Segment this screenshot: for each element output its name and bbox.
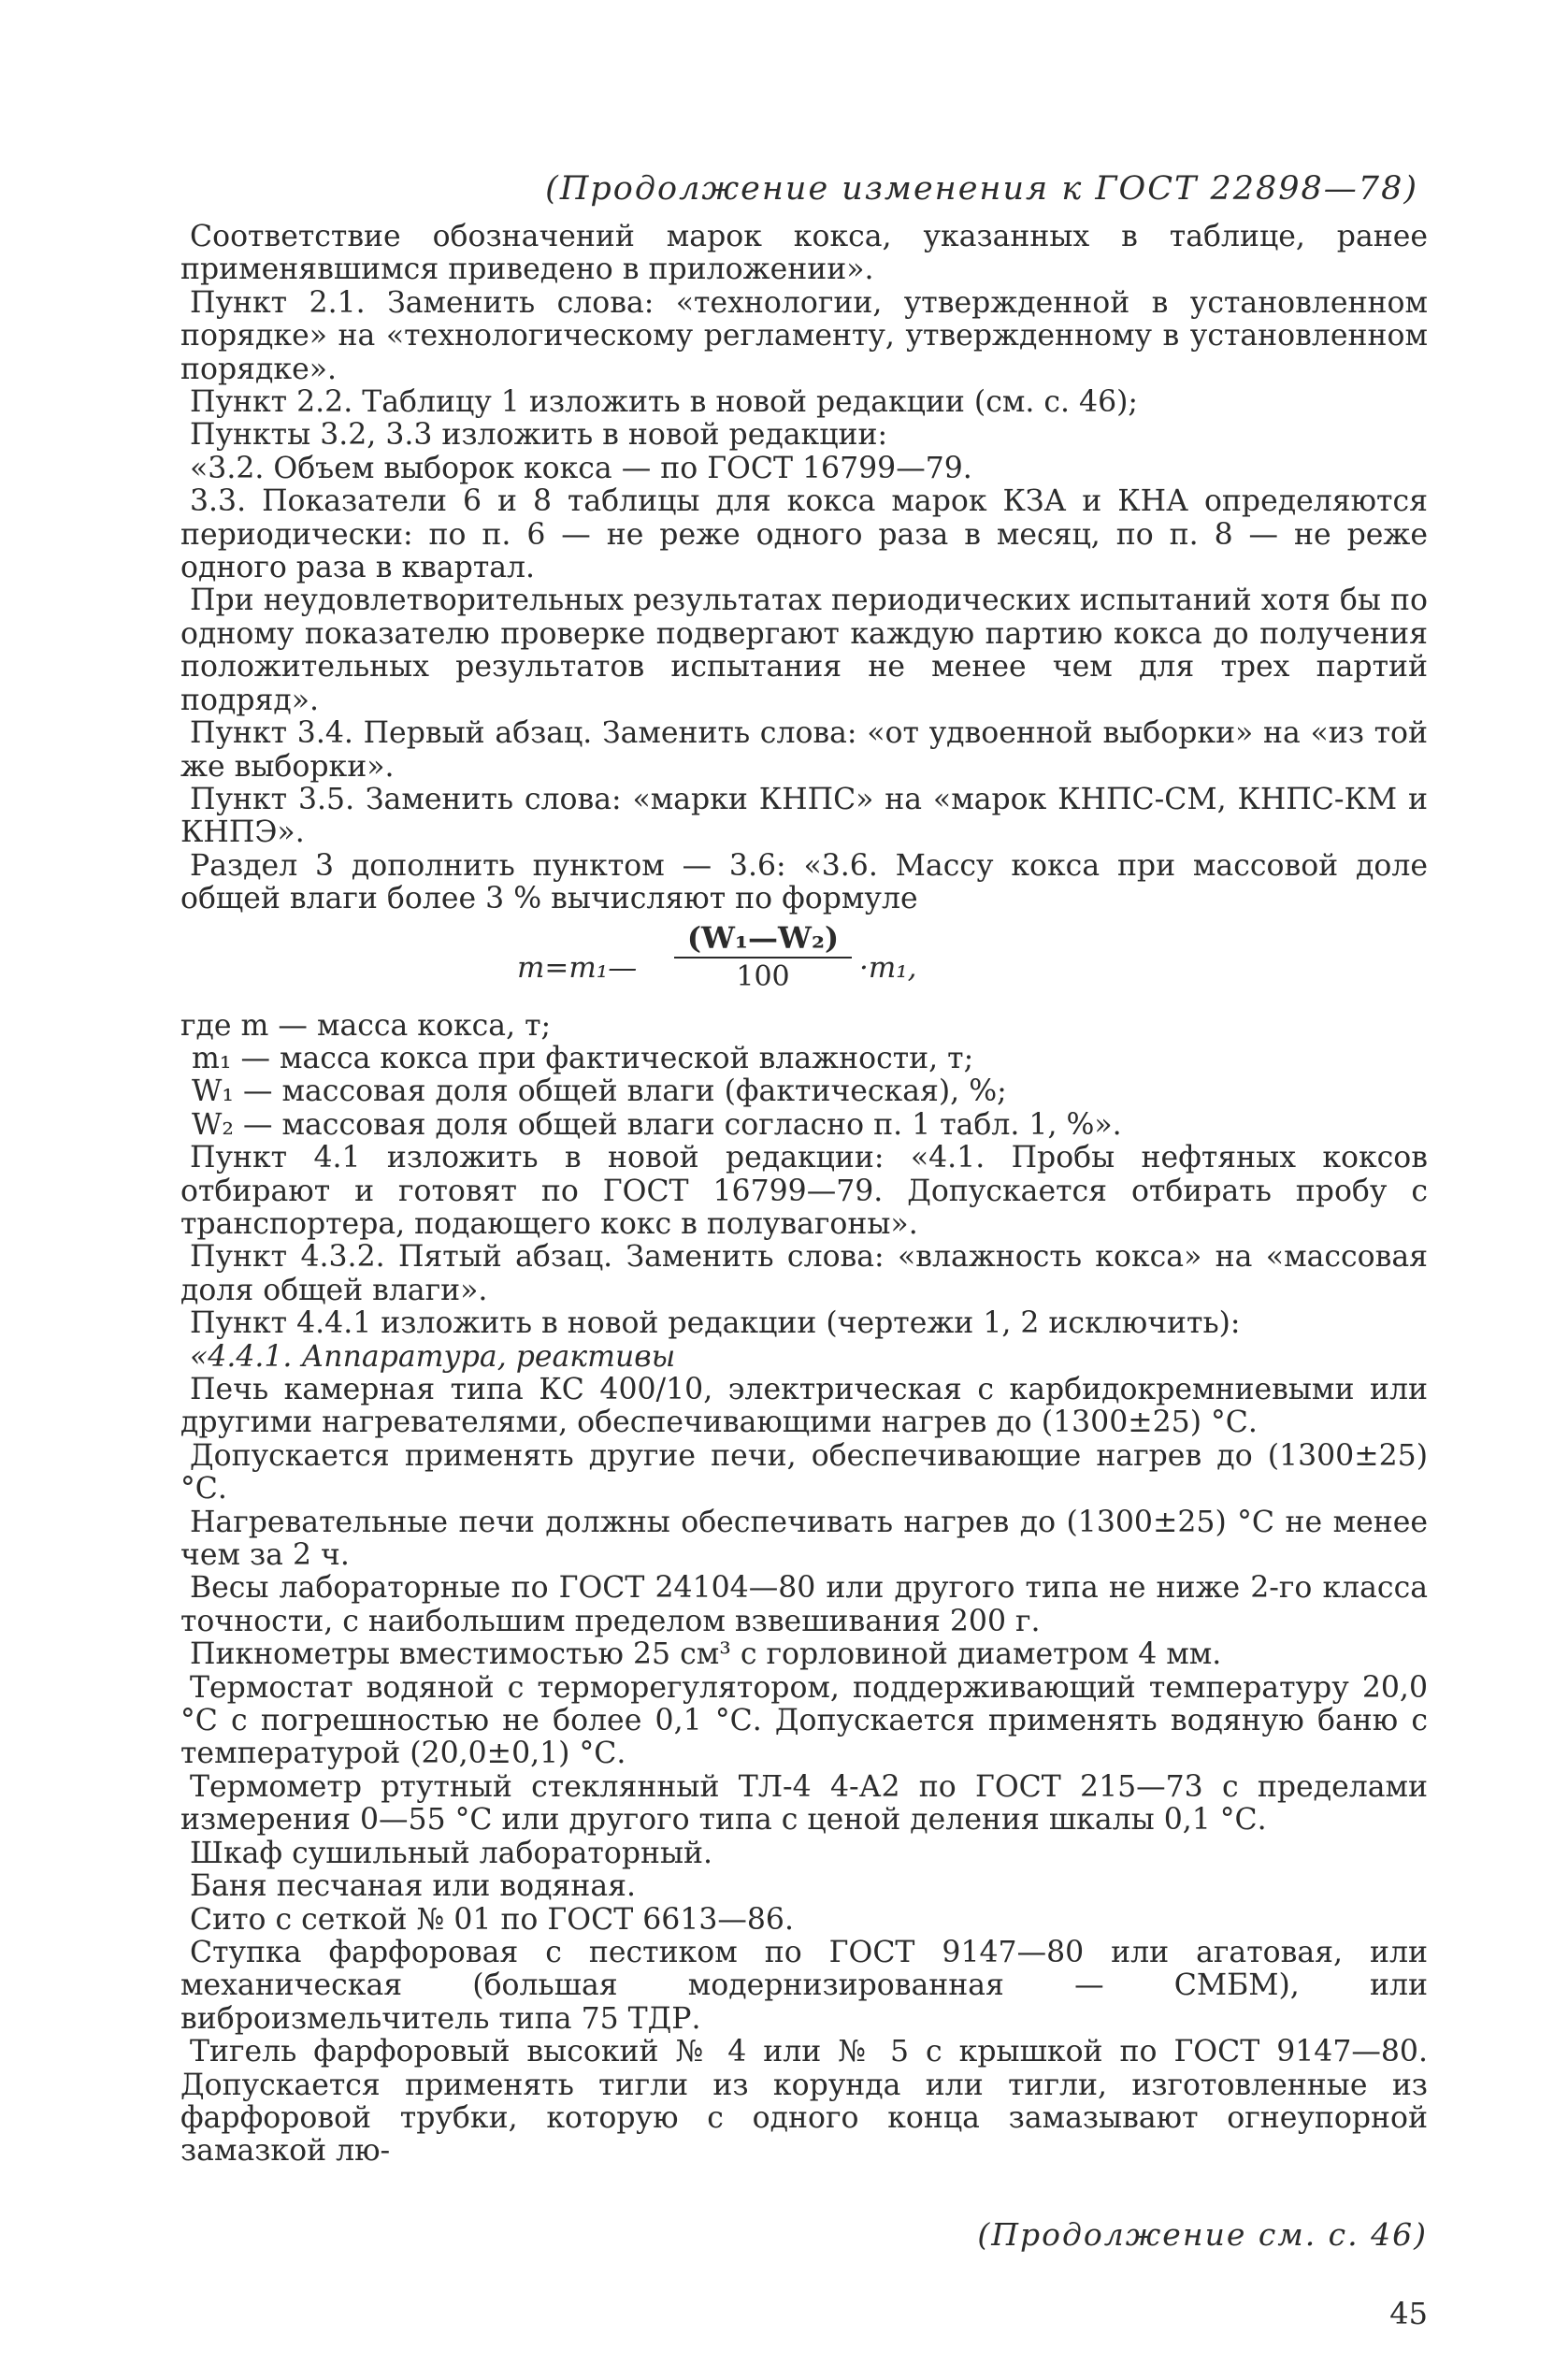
formula-numerator: (W₁—W₂) <box>674 922 852 959</box>
formula-fraction <box>674 919 852 994</box>
paragraph: Допускается применять другие печи, обеспечивающие нагрев до (1300±25) °С. <box>180 1438 1428 1506</box>
paragraph: Баня песчаная или водяная. <box>190 1869 636 1904</box>
paragraph: Соответствие обозначений марок кокса, указанных в таблице, ранее применявшимся приведено в приложении». <box>180 220 1428 287</box>
section-heading: «4.4.1. Аппаратура, реактивы <box>190 1339 676 1374</box>
paragraph: При неудовлетворительных результатах периодических испытаний хотя бы по одному показателю проверке подвергают каждую партию кокса до получения положительных результатов испытания не менее чем для трех партий подряд». <box>180 584 1428 717</box>
paragraph: Пункт 2.1. Заменить слова: «технологии, утвержденной в установленном порядке» на «технологическому регламенту, утвержденному в установленном порядке». <box>180 285 1428 386</box>
paragraph: Сито с сеткой № 01 по ГОСТ 6613—86. <box>190 1902 794 1937</box>
document-body <box>180 221 1428 2169</box>
paragraph: W₁ — массовая доля общей влаги (фактическая), %; <box>192 1074 1007 1109</box>
formula-denominator: 100 <box>736 959 790 993</box>
paragraph: где m — масса кокса, т; <box>180 1008 552 1043</box>
page-number: 45 <box>1389 2296 1428 2331</box>
paragraph: Термометр ртутный стеклянный ТЛ-4 4-А2 по ГОСТ 215—73 с пределами измерения 0—55 °С или другого типа с ценой деления шкалы 0,1 °С. <box>180 1769 1428 1838</box>
paragraph: «3.2. Объем выборок кокса — по ГОСТ 16799—79. <box>190 451 972 485</box>
paragraph: Пункт 4.1 изложить в новой редакции: «4.1. Пробы нефтяных коксов отбирают и готовят по ГОСТ 16799—79. Допускается отбирать пробу с транспортера, подающего кокс в полувагоны». <box>180 1141 1428 1241</box>
paragraph: W₂ — массовая доля общей влаги согласно п. 1 табл. 1, %». <box>192 1107 1122 1142</box>
continuation-header: (Продолжение изменения к ГОСТ 22898—78) <box>545 170 1418 208</box>
paragraph: Пункт 2.2. Таблицу 1 изложить в новой редакции (см. с. 46); <box>190 385 1139 420</box>
paragraph: Пункт 4.3.2. Пятый абзац. Заменить слова: «влажность кокса» на «массовая доля общей влаги». <box>180 1240 1428 1307</box>
paragraph: Шкаф сушильный лабораторный. <box>190 1836 713 1870</box>
paragraph: Тигель фарфоровый высокий № 4 или № 5 с крышкой по ГОСТ 9147—80. Допускается применять тигли из корунда или тигли, изготовленные из фарфоровой трубки, которую с одного конца замазывают огнеупорной замазкой лю- <box>180 2035 1428 2169</box>
paragraph: Печь камерная типа КС 400/10, электрическая с карбидокремниевыми или другими нагревателями, обеспечивающими нагрев до (1300±25) °С. <box>180 1373 1428 1440</box>
paragraph: Пункт 3.5. Заменить слова: «марки КНПС» на «марок КНПС-СМ, КНПС-КМ и КНПЭ». <box>180 782 1428 850</box>
paragraph: Раздел 3 дополнить пунктом — 3.6: «3.6. Массу кокса при массовой доле общей влаги более 3 % вычисляют по формуле <box>180 848 1428 916</box>
continuation-footer: (Продолжение см. с. 46) <box>977 2216 1428 2253</box>
paragraph: Пункт 3.4. Первый абзац. Заменить слова: «от удвоенной выборки» на «из той же выборки». <box>180 716 1428 784</box>
paragraph: Весы лабораторные по ГОСТ 24104—80 или другого типа не ниже 2-го класса точности, с наибольшим пределом взвешивания 200 г. <box>180 1571 1428 1638</box>
paragraph: Термостат водяной с терморегулятором, поддерживающий температуру 20,0 °С с погрешностью не более 0,1 °С. Допускается применять водяную баню с температурой (20,0±0,1) °С. <box>180 1670 1428 1771</box>
paragraph: Пикнометры вместимостью 25 см³ с горловиной диаметром 4 мм. <box>190 1637 1222 1672</box>
paragraph: Пункт 4.4.1 изложить в новой редакции (чертежи 1, 2 исключить): <box>190 1306 1241 1341</box>
paragraph: 3.3. Показатели 6 и 8 таблицы для кокса марок КЗА и КНА определяются периодически: по п. 6 — не реже одного раза в месяц, по п. 8 — не реже одного раза в квартал. <box>180 484 1428 585</box>
formula-lhs: m=m₁— <box>517 950 638 985</box>
formula-rhs: ·m₁, <box>859 950 917 985</box>
paragraph: Пункты 3.2, 3.3 изложить в новой редакции: <box>190 418 888 453</box>
mass-formula <box>180 919 1428 1006</box>
paragraph: m₁ — масса кокса при фактической влажности, т; <box>192 1041 974 1075</box>
paragraph: Ступка фарфоровая с пестиком по ГОСТ 9147—80 или агатовая, или механическая (большая модернизированная — СМБМ), или виброизмельчитель типа 75 ТДР. <box>180 1935 1428 2036</box>
paragraph: Нагревательные печи должны обеспечивать нагрев до (1300±25) °С не менее чем за 2 ч. <box>180 1505 1428 1573</box>
